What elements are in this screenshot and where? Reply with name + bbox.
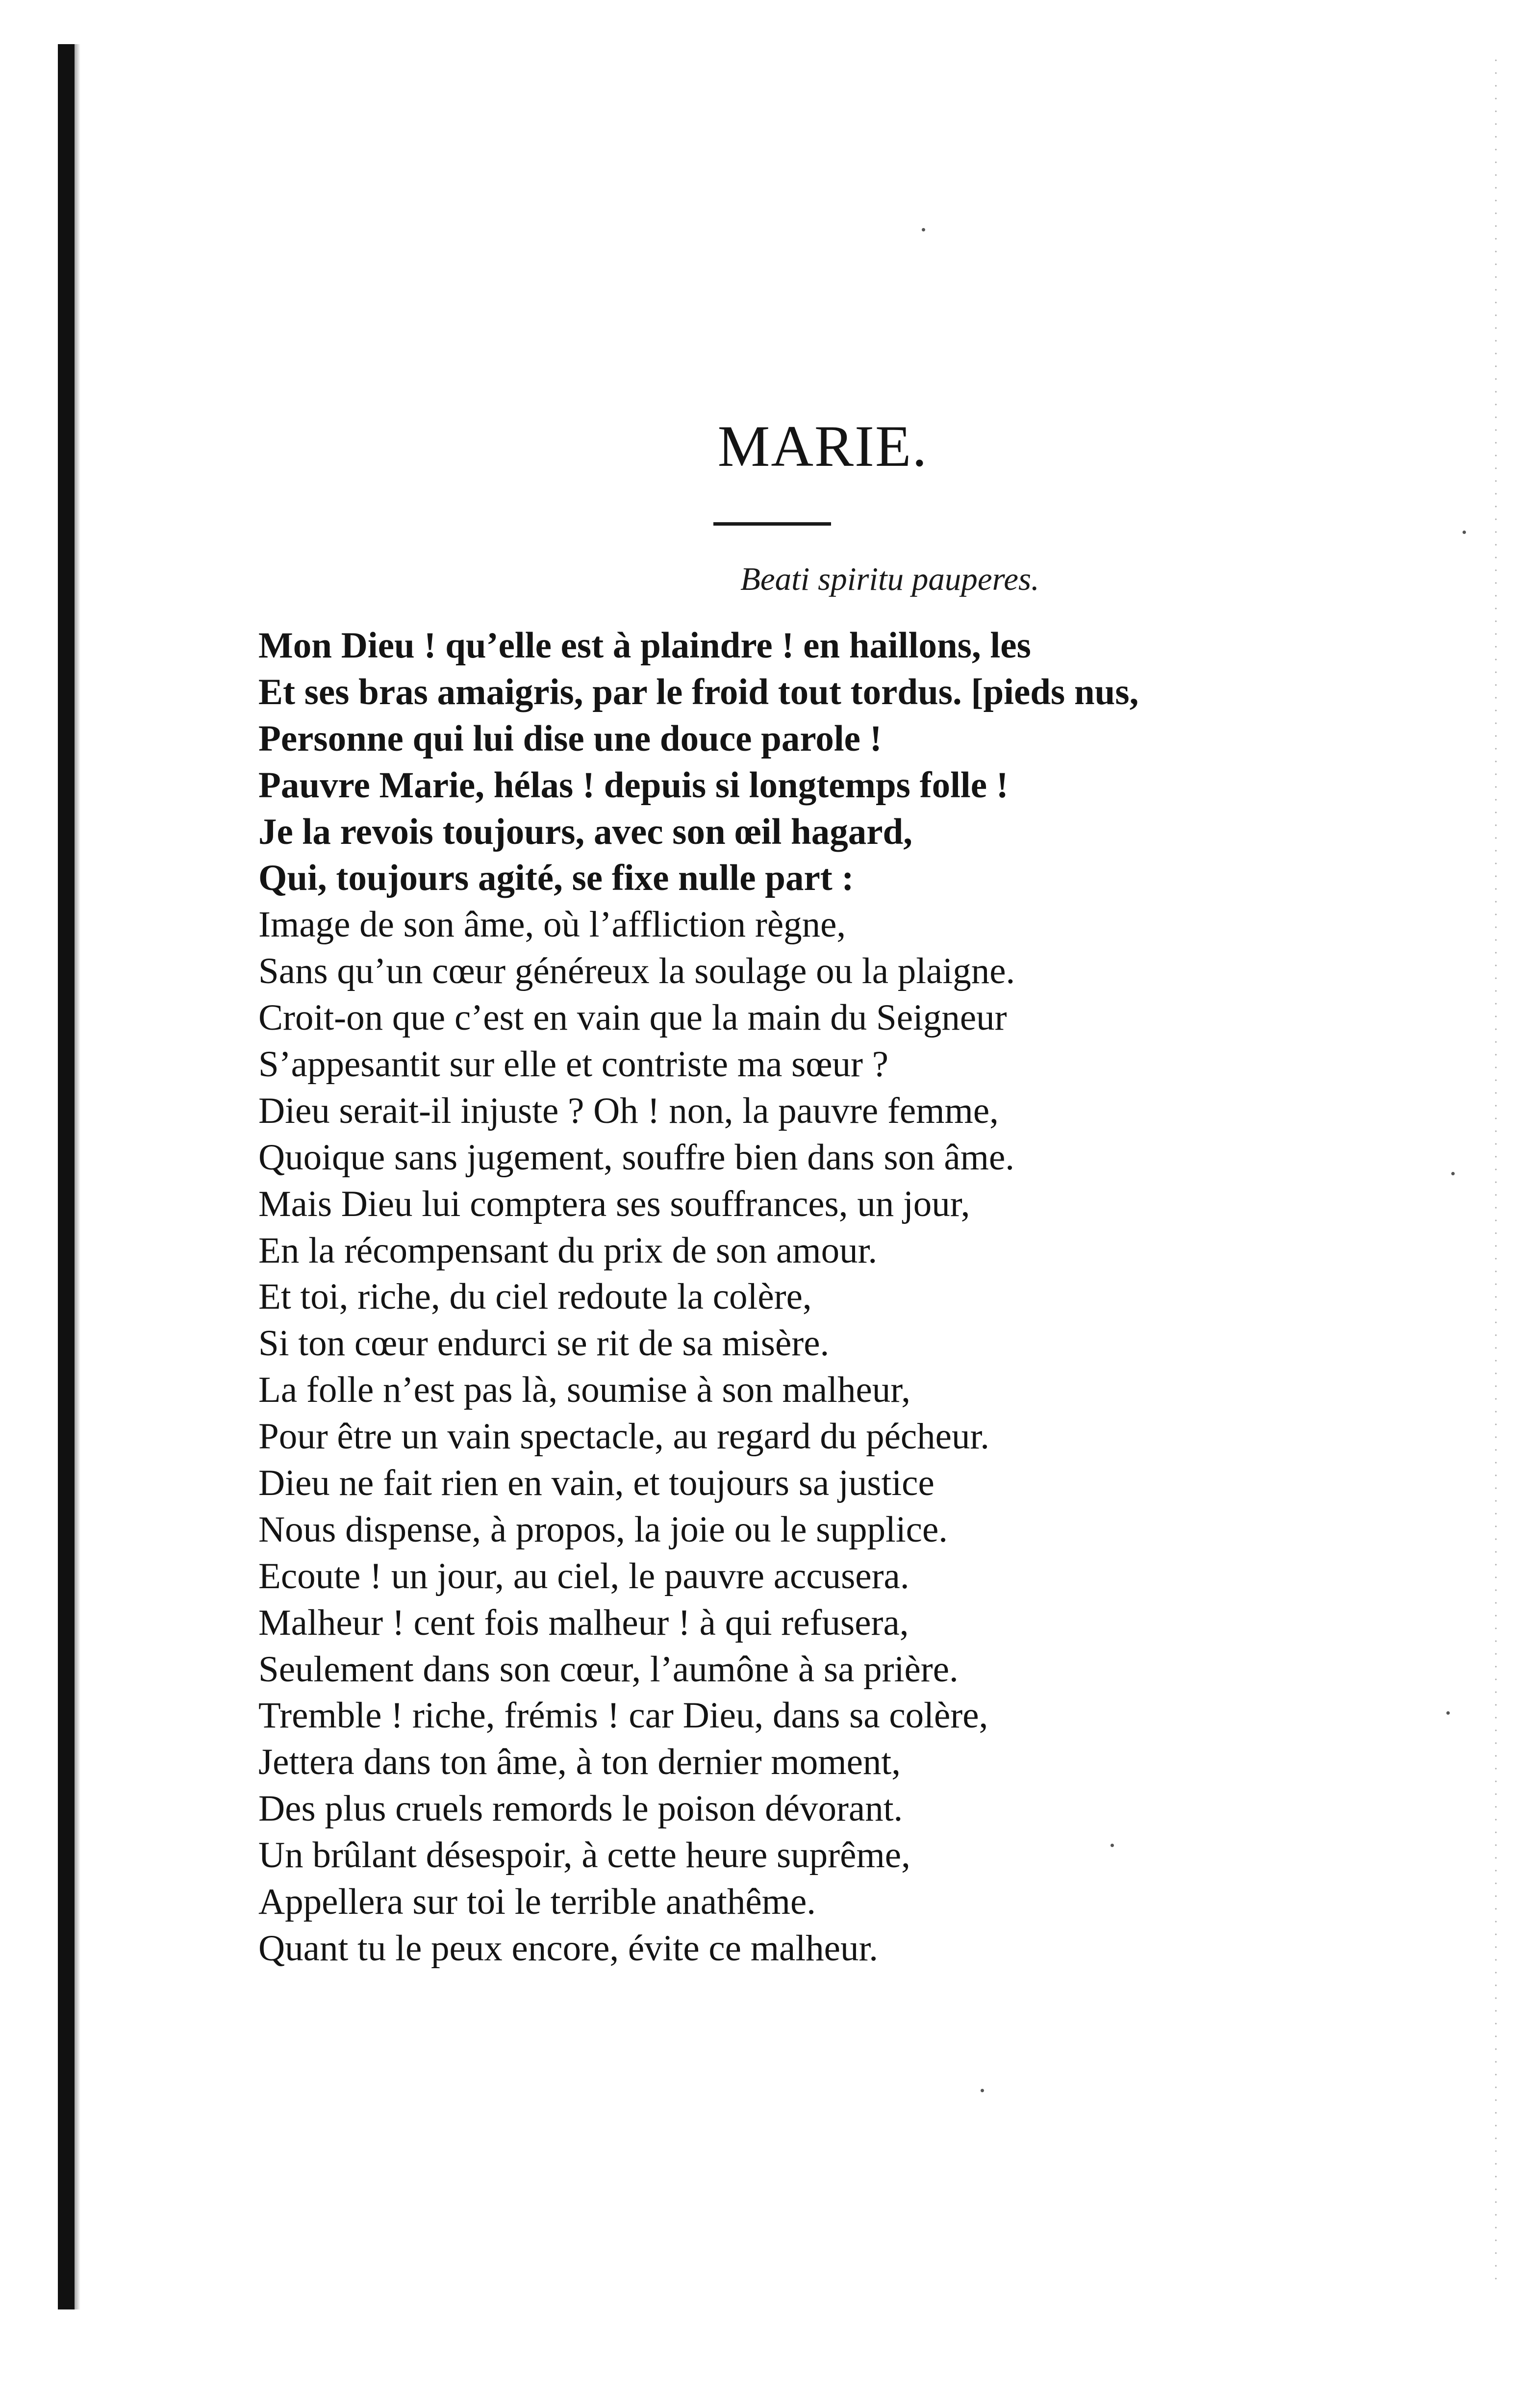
poem-line: Dieu serait-il injuste ? Oh ! non, la pauvre femme,: [258, 1090, 999, 1131]
ink-speck: [1111, 1844, 1114, 1847]
poem-line: Dieu ne fait rien en vain, et toujours sa justice: [258, 1463, 934, 1504]
binding-shadow: [75, 44, 80, 2309]
epigraph: Beati spiritu pauperes.: [740, 561, 1039, 597]
poem-line: Jettera dans ton âme, à ton dernier moment,: [258, 1742, 901, 1783]
ink-speck: [1446, 1711, 1450, 1715]
poem-line: Personne qui lui dise une douce parole !: [258, 718, 882, 759]
poem-line: Tremble ! riche, frémis ! car Dieu, dans sa colère,: [258, 1695, 988, 1736]
poem-line: Quoique sans jugement, souffre bien dans son âme.: [258, 1137, 1015, 1178]
poem-line: Je la revois toujours, avec son œil hagard,: [258, 811, 912, 852]
ink-speck: [1451, 1172, 1455, 1175]
poem-line: En la récompensant du prix de son amour.: [258, 1230, 878, 1271]
poem-line: Ecoute ! un jour, au ciel, le pauvre accusera.: [258, 1555, 909, 1597]
poem-line: Un brûlant désespoir, à cette heure suprême,: [258, 1835, 910, 1876]
poem-line: Et toi, riche, du ciel redoute la colère,: [258, 1276, 812, 1318]
poem-line: Croit-on que c’est en vain que la main du Seigneur: [258, 997, 1007, 1039]
poem-line: Seulement dans son cœur, l’aumône à sa prière.: [258, 1649, 959, 1690]
poem-line: Quant tu le peux encore, évite ce malheur.: [258, 1927, 879, 1969]
ink-speck: [981, 2089, 984, 2092]
poem-line: Image de son âme, où l’affliction règne,: [258, 904, 846, 945]
ink-speck: [922, 228, 925, 231]
poem-line: Pour être un vain spectacle, au regard du pécheur.: [258, 1416, 990, 1457]
poem-line: Qui, toujours agité, se fixe nulle part :: [258, 858, 854, 899]
title-rule: [713, 522, 831, 526]
poem-line: La folle n’est pas là, soumise à son malheur,: [258, 1370, 910, 1411]
poem-line: Pauvre Marie, hélas ! depuis si longtemps folle !: [258, 764, 1009, 806]
poem-line: Mon Dieu ! qu’elle est à plaindre ! en haillons, les: [258, 625, 1031, 666]
poem-title-block: [0, 413, 1540, 479]
poem-line: Mais Dieu lui comptera ses souffrances, un jour,: [258, 1183, 970, 1224]
poem-line: Sans qu’un cœur généreux la soulage ou la plaigne.: [258, 951, 1015, 992]
poem-line: Des plus cruels remords le poison dévorant.: [258, 1788, 903, 1829]
page-edge-specks: [1494, 54, 1497, 2290]
ink-speck: [1463, 531, 1466, 534]
poem-line: Malheur ! cent fois malheur ! à qui refusera,: [258, 1602, 909, 1643]
poem-line: S’appesantit sur elle et contriste ma sœur ?: [258, 1044, 889, 1085]
poem-line: Appellera sur toi le terrible anathême.: [258, 1881, 816, 1923]
poem-line: Si ton cœur endurci se rit de sa misère.: [258, 1323, 830, 1364]
poem-title: MARIE.: [717, 413, 928, 479]
poem-line: Et ses bras amaigris, par le froid tout tordus. [pieds nus,: [258, 671, 1139, 712]
page-binding-edge: [58, 44, 75, 2309]
poem-line: Nous dispense, à propos, la joie ou le supplice.: [258, 1509, 948, 1550]
poem-body: [258, 623, 1327, 1972]
